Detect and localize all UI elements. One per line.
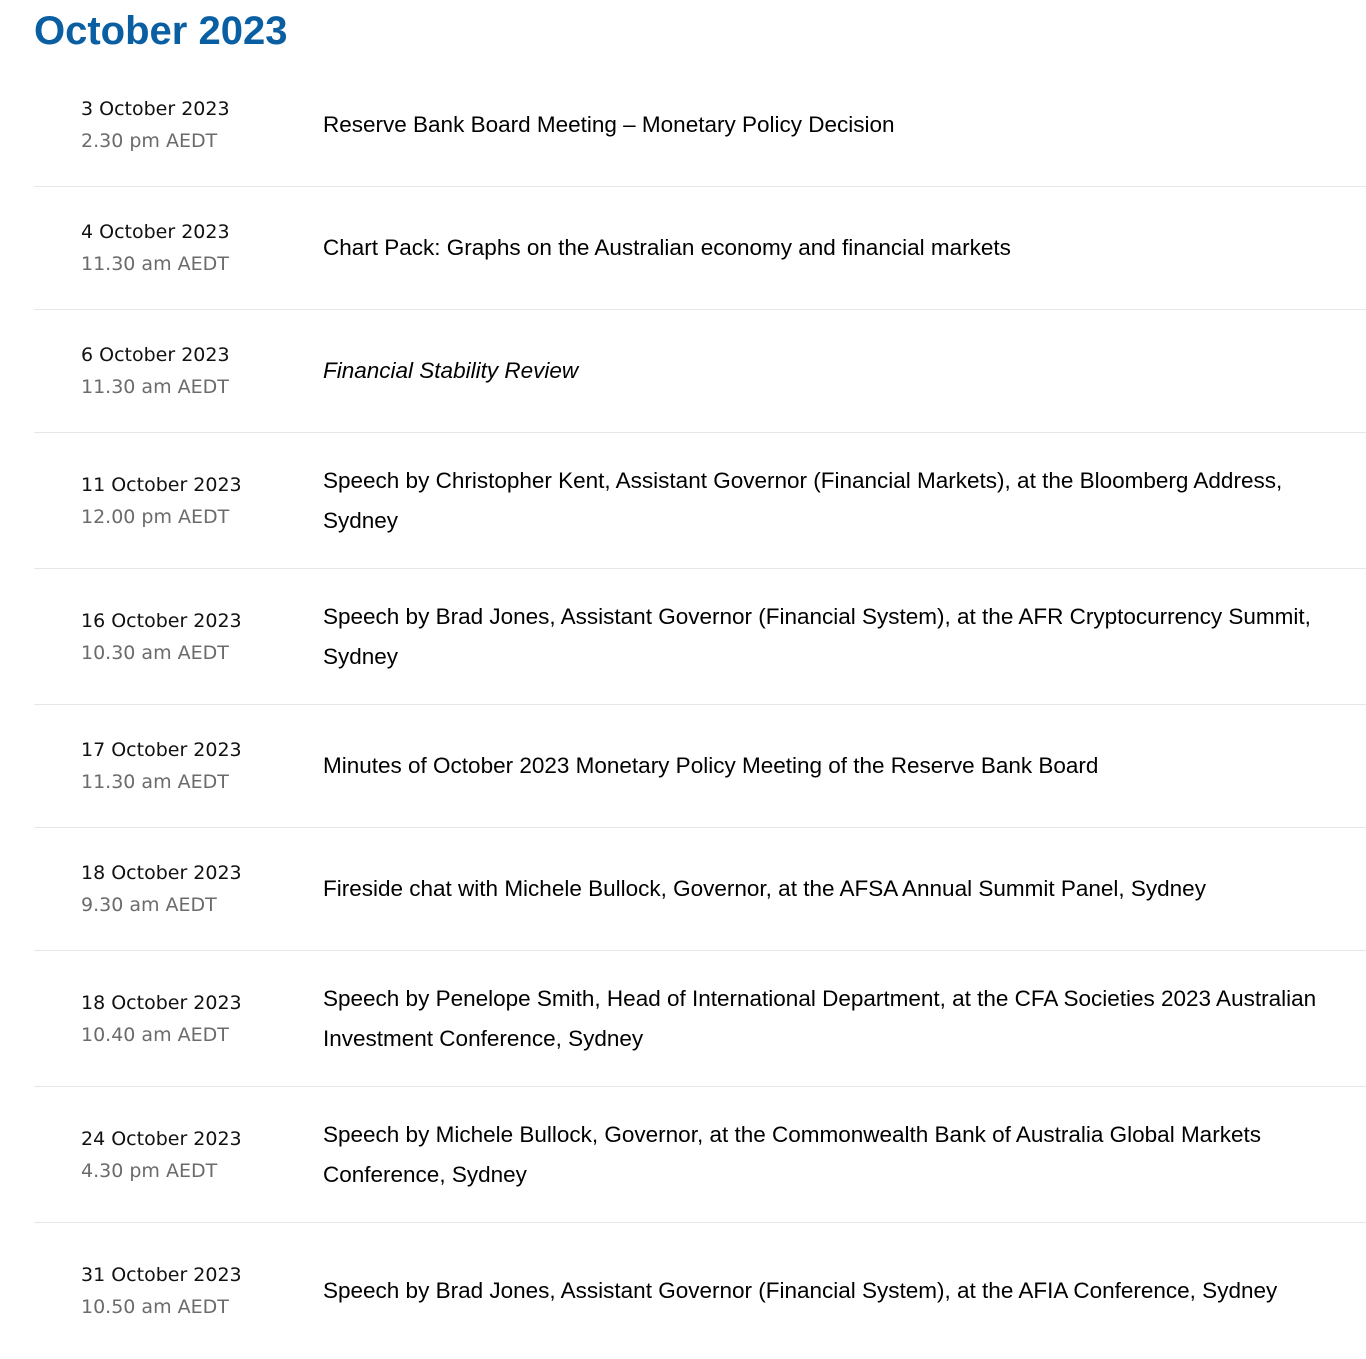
event-row: [34, 1223, 1366, 1359]
event-when: [34, 605, 323, 669]
event-title-link[interactable]: Fireside chat with Michele Bullock, Governor, at the AFSA Annual Summit Panel, Sydney: [323, 876, 1206, 901]
event-row: [34, 1087, 1366, 1223]
event-time: 11.30 am AEDT: [81, 253, 229, 275]
month-heading: October 2023: [34, 9, 288, 53]
event-when: [34, 93, 323, 157]
event-time: 10.50 am AEDT: [81, 1296, 229, 1318]
event-title-link[interactable]: Reserve Bank Board Meeting – Monetary Policy Decision: [323, 112, 895, 137]
event-row: [34, 569, 1366, 705]
event-title-link[interactable]: Financial Stability Review: [323, 358, 579, 383]
event-date: 3 October 2023: [81, 98, 230, 120]
event-date: 31 October 2023: [81, 1264, 242, 1286]
event-list: [34, 64, 1366, 1359]
event-when: [34, 469, 323, 533]
event-when: [34, 1259, 323, 1323]
event-when: [34, 857, 323, 921]
event-time: 10.30 am AEDT: [81, 641, 229, 664]
event-row: [34, 187, 1366, 310]
event-row: [34, 705, 1366, 828]
event-date: 4 October 2023: [81, 221, 230, 243]
event-date: 18 October 2023: [81, 991, 242, 1014]
event-row: [34, 433, 1366, 569]
event-date: 6 October 2023: [81, 344, 230, 366]
event-row: [34, 951, 1366, 1087]
event-title-link[interactable]: Chart Pack: Graphs on the Australian economy and financial markets: [323, 235, 1011, 260]
event-title-link[interactable]: Speech by Michele Bullock, Governor, at the Commonwealth Bank of Australia Global Markets Conference, Sydney: [323, 1121, 1261, 1187]
event-when: [34, 216, 323, 280]
event-row: [34, 64, 1366, 187]
event-row: [34, 310, 1366, 433]
event-title-link[interactable]: Minutes of October 2023 Monetary Policy Meeting of the Reserve Bank Board: [323, 753, 1099, 778]
event-title-link[interactable]: Speech by Christopher Kent, Assistant Governor (Financial Markets), at the Bloomberg Address, Sydney: [323, 467, 1283, 533]
event-row: [34, 828, 1366, 951]
event-time: 9.30 am AEDT: [81, 894, 217, 916]
event-date: 11 October 2023: [81, 473, 242, 496]
event-title-link[interactable]: Speech by Penelope Smith, Head of International Department, at the CFA Societies 2023 Australian Investment Conference, Sydney: [323, 985, 1317, 1051]
event-date: 17 October 2023: [81, 739, 242, 761]
event-time: 2.30 pm AEDT: [81, 130, 218, 152]
event-title-link[interactable]: Speech by Brad Jones, Assistant Governor (Financial System), at the AFR Cryptocurrency Summit, Sydney: [323, 603, 1311, 669]
event-date: 24 October 2023: [81, 1127, 242, 1150]
event-time: 11.30 am AEDT: [81, 771, 229, 793]
event-time: 10.40 am AEDT: [81, 1023, 229, 1046]
event-time: 12.00 pm AEDT: [81, 505, 230, 528]
event-date: 16 October 2023: [81, 609, 242, 632]
event-title-link[interactable]: Speech by Brad Jones, Assistant Governor (Financial System), at the AFIA Conference, Sydney: [323, 1278, 1278, 1303]
event-date: 18 October 2023: [81, 862, 242, 884]
event-time: 4.30 pm AEDT: [81, 1159, 218, 1182]
event-when: [34, 339, 323, 403]
event-when: [34, 987, 323, 1051]
event-when: [34, 734, 323, 798]
event-time: 11.30 am AEDT: [81, 376, 229, 398]
event-when: [34, 1123, 323, 1187]
